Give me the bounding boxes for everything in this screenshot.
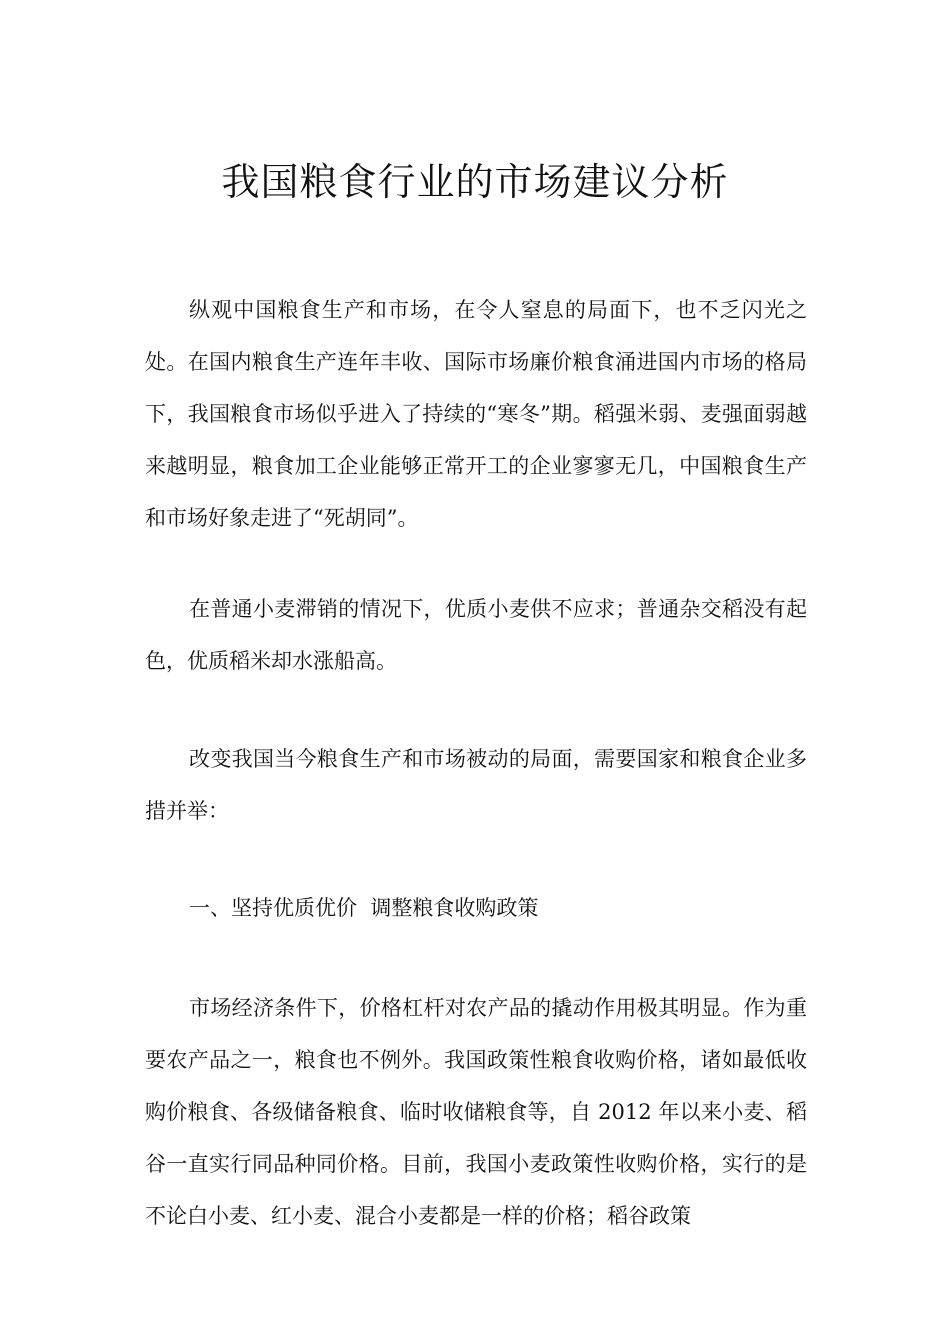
paragraph-intro: 纵观中国粮食生产和市场，在令人窒息的局面下，也不乏闪光之处。在国内粮食生产连年丰收、国际市场廉价粮食涌进国内市场的格局下，我国粮食市场似乎进入了持续的“寒冬”期。稻强米弱、麦强面弱越来越明显，粮食加工企业能够正常开工的企业寥寥无几，中国粮食生产和市场好象走进了“死胡同”。 <box>145 298 807 530</box>
section-heading-1: 一、坚持优质优价 调整粮食收购政策 <box>189 896 539 920</box>
paragraph-quality-contrast: 在普通小麦滞销的情况下，优质小麦供不应求；普通杂交稻没有起色，优质稻米却水涨船高。 <box>145 597 807 673</box>
paragraph-measures-intro: 改变我国当今粮食生产和市场被动的局面，需要国家和粮食企业多措并举： <box>145 747 807 823</box>
document-title: 我国粮食行业的市场建议分析 <box>221 160 729 204</box>
paragraph-price-policy: 市场经济条件下，价格杠杆对农产品的撬动作用极其明显。作为重要农产品之一，粮食也不例外。我国政策性粮食收购价格，诸如最低收购价粮食、各级储备粮食、临时收储粮食等，自 2012 年以来小麦、稻谷一直实行同品种同价格。目前，我国小麦政策性收购价格，实行的是不论白小麦、红小麦、混合小麦都是一样的价格；稻谷政策 <box>145 996 807 1228</box>
